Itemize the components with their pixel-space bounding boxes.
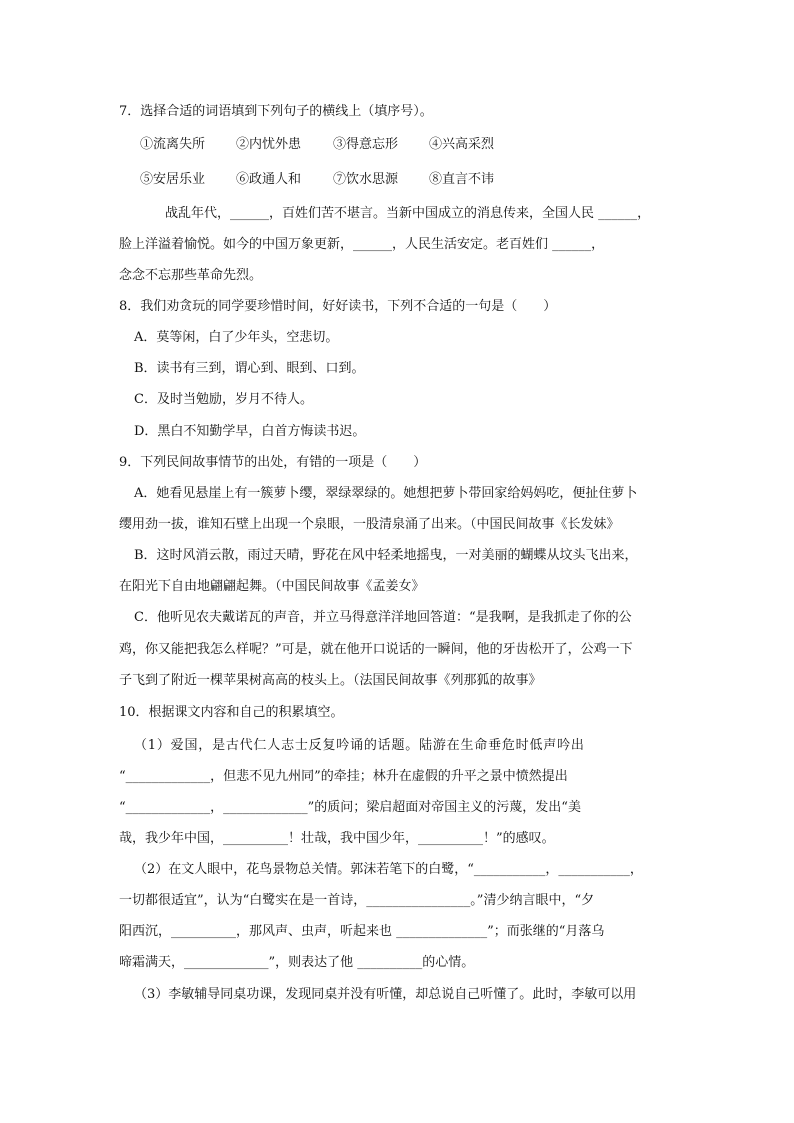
question-8-stem: 8．我们劝贪玩的同学要珍惜时间，好好读书，下列不合适的一句是（ ） [119, 299, 557, 314]
question-10-part-2-line-2: 一切都很适宜”，认为“白鹭实在是一首诗，________________。”清少纳言眼中，“夕 [119, 893, 595, 908]
question-8-option-b: B．读书有三到，谓心到、眼到、口到。 [134, 361, 365, 376]
option-2: ②内忧外患 [236, 137, 302, 152]
question-9-option-a-line-1: A．她看见悬崖上有一簇萝卜缨，翠绿翠绿的。她想把萝卜带回家给妈妈吃，便扯住萝卜 [134, 486, 638, 501]
question-7-passage-line-1: 战乱年代，______，百姓们苦不堪言。当新中国成立的消息传来，全国人民 ______， [165, 206, 651, 221]
question-9-option-b-line-2: 在阳光下自由地翩翩起舞。（中国民间故事《孟姜女》 [119, 579, 425, 594]
question-9-option-c-line-3: 子飞到了附近一棵苹果树高高的枝头上。（法国民间故事《列那狐的故事》 [119, 673, 542, 688]
question-10-part-1-line-4: 哉，我少年中国，__________！壮哉，我中国少年，__________！”的感叹。 [119, 831, 555, 846]
question-8-option-d: D．黑白不知勤学早，白首方悔读书迟。 [134, 424, 366, 439]
question-7-passage-line-2: 脸上洋溢着愉悦。如今的中国万象更新，______，人民生活安定。老百姓们 ______， [119, 237, 605, 252]
question-10-part-2-line-4: 啼霜满天，_____________”，则表达了他 __________的心情。 [119, 955, 475, 970]
question-8-option-a: A．莫等闲，白了少年头，空悲切。 [134, 330, 339, 345]
question-9-stem: 9．下列民间故事情节的出处，有错的一项是（ ） [119, 455, 427, 470]
option-8: ⑧直言不讳 [429, 172, 495, 187]
question-10-stem: 10．根据课文内容和自己的积累填空。 [119, 705, 344, 720]
question-10-part-2-line-3: 阳西沉，__________，那风声、虫声，听起来也 ______________”；而张继的“月落乌 [119, 924, 605, 939]
question-10-part-2-line-1: （2）在文人眼中，花鸟景物总关情。郭沫若笔下的白鹭，“___________，___________， [134, 862, 643, 877]
question-9-option-b-line-1: B．这时风消云散，雨过天晴，野花在风中轻柔地摇曳，一对美丽的蝴蝶从坟头飞出来， [134, 548, 638, 563]
option-7: ⑦饮水思源 [333, 172, 399, 187]
question-9-option-c-line-1: C．他听见农夫戴诺瓦的声音，并立马得意洋洋地回答道：“是我啊，是我抓走了你的公 [134, 610, 632, 625]
question-9-option-c-line-2: 鸡，你又能把我怎么样呢？”可是，就在他开口说话的一瞬间，他的牙齿松开了，公鸡一下 [119, 642, 633, 657]
question-8-option-c: C．及时当勉励，岁月不待人。 [134, 392, 313, 407]
option-5: ⑤安居乐业 [140, 172, 206, 187]
question-10-part-1-line-3: “_____________，_____________”的质问；梁启超面对帝国主义的污蔑，发出“美 [119, 800, 581, 815]
question-10-part-3-line-1: （3）李敏辅导同桌功课，发现同桌并没有听懂，却总说自己听懂了。此时，李敏可以用 [134, 987, 637, 1002]
option-6: ⑥政通人和 [236, 172, 302, 187]
question-7-passage-line-3: 念念不忘那些革命先烈。 [119, 268, 263, 283]
option-3: ③得意忘形 [333, 137, 399, 152]
question-10-part-1-line-1: （1）爱国，是古代仁人志士反复吟诵的话题。陆游在生命垂危时低声吟出 [134, 738, 585, 753]
question-7-stem: 7．选择合适的词语填到下列句子的横线上（填序号）。 [119, 104, 433, 119]
question-9-option-a-line-2: 缨用劲一拔，谁知石壁上出现一个泉眼，一股清泉涌了出来。（中国民间故事《长发妹》 [119, 517, 620, 532]
option-1: ①流离失所 [140, 137, 206, 152]
option-4: ④兴高采烈 [429, 137, 495, 152]
question-10-part-1-line-2: “_____________，但悲不见九州同”的牵挂；林升在虚假的升平之景中愤然提出 [119, 769, 568, 784]
